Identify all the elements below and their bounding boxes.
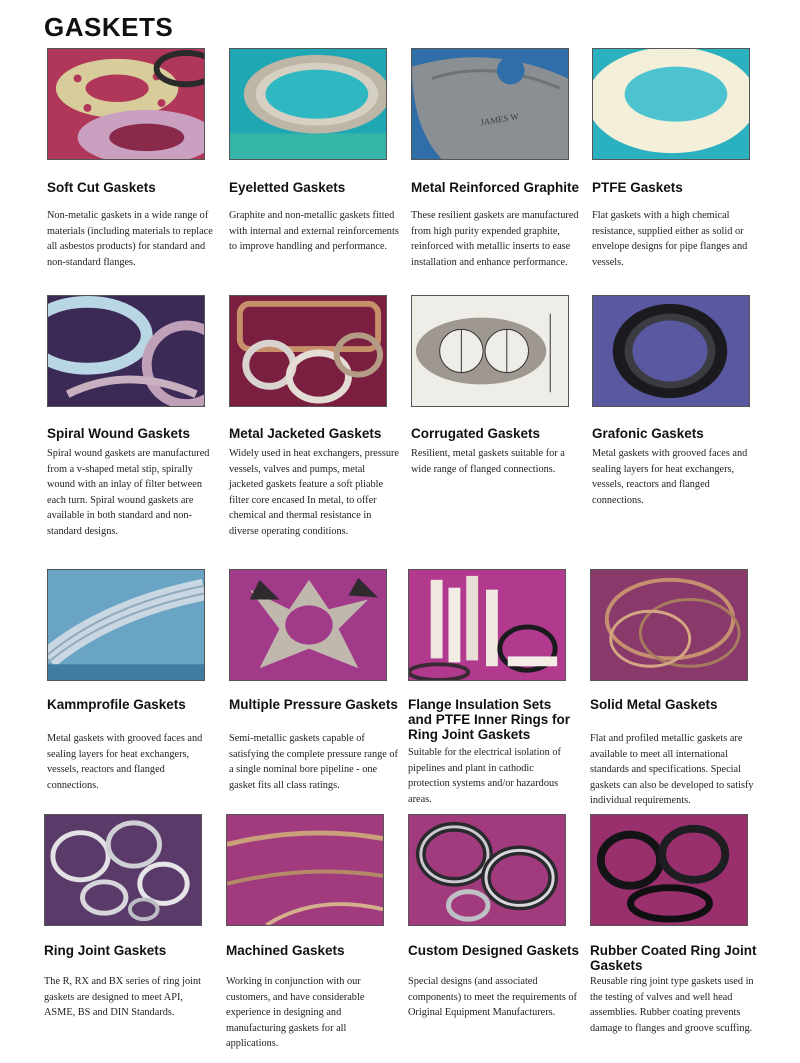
- ring-joint-gaskets-photo: [44, 814, 202, 926]
- soft-cut-gaskets-photo: [47, 48, 205, 160]
- gasket-name: Multiple Pressure Gaskets: [229, 697, 398, 712]
- gasket-name: Corrugated Gaskets: [411, 426, 541, 441]
- grafonic-gaskets-photo: [592, 295, 750, 407]
- gasket-description: Special designs (and associated components) to meet the requirements of Original Equipment Manufacturers.: [408, 976, 577, 1018]
- gasket-name: Grafonic Gaskets: [592, 426, 704, 441]
- gasket-description: Working in conjunction with our customers, and have considerable experience in designing and manufacturing gaskets for all applications.: [226, 976, 365, 1049]
- gasket-description: Reusable ring joint type gaskets used in the testing of valves and well head assemblies. Rubber coating prevents damage to flanges and groove scuffing.: [590, 976, 754, 1034]
- metal-reinforced-graphite-photo: [411, 48, 569, 160]
- ptfe-gaskets-photo: [592, 48, 750, 160]
- gasket-description: Semi-metallic gaskets capable of satisfying the complete pressure range of a single nominal bore pipeline - one gasket fits all class ratings.: [229, 733, 398, 791]
- corrugated-gaskets-photo: [411, 295, 569, 407]
- machined-gaskets-photo: [226, 814, 384, 926]
- svg-text:JAMES W: JAMES W: [479, 111, 520, 128]
- spiral-wound-gaskets-photo: [47, 295, 205, 407]
- gasket-name: Metal Jacketed Gaskets: [229, 426, 382, 441]
- custom-designed-gaskets-photo: [408, 814, 566, 926]
- gasket-description: Flat gaskets with a high chemical resistance, supplied either as solid or envelope designs for pipe flanges and vessels.: [592, 210, 748, 268]
- gasket-description: The R, RX and BX series of ring joint gaskets are designed to meet API, ASME, BS and DIN Standards.: [44, 976, 202, 1018]
- gasket-name: Spiral Wound Gaskets: [47, 426, 191, 441]
- metal-jacketed-gaskets-photo: [229, 295, 387, 407]
- gasket-name: Metal Reinforced Graphite: [411, 180, 580, 195]
- gasket-description: Graphite and non-metallic gaskets fitted with internal and external reinforcements to improve handling and performance.: [229, 210, 399, 252]
- gasket-description: Flat and profiled metallic gaskets are available to meet all international standards and specifications. Special gaskets can also be developed to satisfy individual requirements.: [590, 733, 754, 806]
- flange-insulation-sets-photo: [408, 569, 566, 681]
- eyeletted-gaskets-photo: [229, 48, 387, 160]
- gasket-description: Suitable for the electrical isolation of pipelines and plant in cathodic protection systems and/or hazardous areas.: [408, 747, 561, 805]
- gasket-description: Metal gaskets with grooved faces and sealing layers for heat exchangers, vessels, reactors and flanged connections.: [47, 733, 203, 791]
- gasket-description: Widely used in heat exchangers, pressure vessels, valves and pumps, metal jacketed gaskets feature a soft pliable filter core encased In metal, to offer chemical and thermal resistance in diverse operating conditions.: [229, 448, 399, 537]
- solid-metal-gaskets-photo: [590, 569, 748, 681]
- gasket-name: Rubber Coated Ring Joint Gaskets: [590, 943, 757, 973]
- gasket-name: Custom Designed Gaskets: [408, 943, 580, 958]
- gasket-name: Solid Metal Gaskets: [590, 697, 718, 712]
- gasket-description: Non-metalic gaskets in a wide range of materials (including materials to replace all asbestos products) for standard and non-standard flanges.: [47, 210, 213, 268]
- rubber-coated-ring-joint-gaskets-photo: [590, 814, 748, 926]
- gasket-description: Metal gaskets with grooved faces and sealing layers for heat exchangers, vessels, reactors and flanged connections.: [592, 448, 748, 506]
- gasket-description: Resilient, metal gaskets suitable for a wide range of flanged connections.: [411, 448, 565, 475]
- gasket-description: Spiral wound gaskets are manufactured from a v-shaped metal stip, spirally wound with an inlay of filter between each turn. Spiral wound gaskets are available in both standard and non-standard designs.: [47, 448, 210, 537]
- gasket-description: These resilient gaskets are manufactured from high purity expended graphite, reinforced with metallic inserts to ease installation and enhance performance.: [411, 210, 579, 268]
- gasket-name: Machined Gaskets: [226, 943, 345, 958]
- gasket-name: Flange Insulation Sets and PTFE Inner Rings for Ring Joint Gaskets: [408, 697, 571, 742]
- gasket-name: Ring Joint Gaskets: [44, 943, 167, 958]
- page-title: GASKETS: [44, 12, 174, 42]
- multiple-pressure-gaskets-photo: [229, 569, 387, 681]
- gasket-name: Soft Cut Gaskets: [47, 180, 156, 195]
- gasket-name: Eyeletted Gaskets: [229, 180, 346, 195]
- kammprofile-gaskets-photo: [47, 569, 205, 681]
- gasket-name: PTFE Gaskets: [592, 180, 683, 195]
- gasket-name: Kammprofile Gaskets: [47, 697, 186, 712]
